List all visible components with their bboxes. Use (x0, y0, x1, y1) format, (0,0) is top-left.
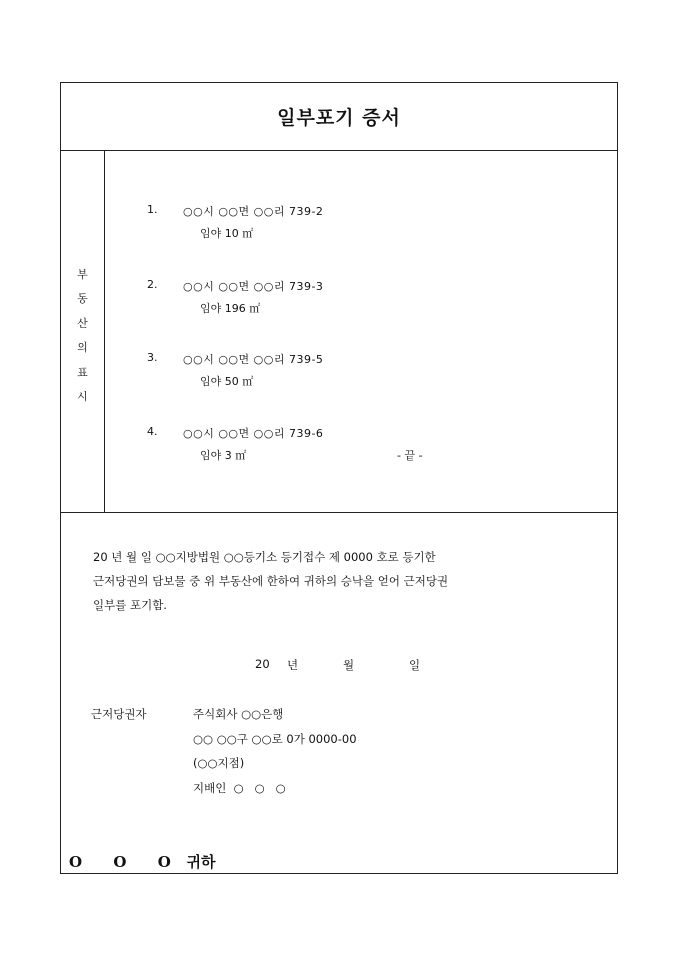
body-line: 근저당권의 담보물 중 위 부동산에 한하여 귀하의 승낙을 얻어 근저당권 (93, 574, 449, 588)
property-label-char: 의 (77, 341, 88, 355)
certificate-document (60, 82, 618, 874)
property-address: ○○시 ○○면 ○○리 739-6 (183, 427, 324, 440)
creditor-manager: 지배인 ○ ○ ○ (193, 781, 286, 795)
date-day-unit: 일 (409, 658, 421, 672)
property-number: 1. (147, 203, 158, 216)
property-address: ○○시 ○○면 ○○리 739-3 (183, 280, 324, 293)
property-number: 4. (147, 425, 158, 438)
date-year: 20 (255, 657, 270, 671)
property-section (61, 151, 617, 513)
end-mark: - 끝 - (397, 449, 423, 462)
property-land: 임야 50 ㎡ (200, 375, 254, 388)
body-line: 20 년 월 일 ○○지방법원 ○○등기소 등기접수 제 0000 호로 등기한 (93, 550, 436, 564)
property-address: ○○시 ○○면 ○○리 739-2 (183, 205, 324, 218)
property-label (61, 263, 104, 409)
property-label-char: 시 (77, 390, 88, 404)
date-month-unit: 월 (343, 658, 355, 672)
property-number: 3. (147, 351, 158, 364)
creditor-address: ○○ ○○구 ○○로 0가 0000-00 (193, 732, 357, 746)
property-label-char: 표 (77, 365, 88, 379)
date-year-unit: 년 (287, 658, 299, 672)
creditor-company: 주식회사 ○○은행 (193, 707, 284, 721)
property-land: 임야 3 ㎡ (200, 449, 247, 462)
property-number: 2. (147, 278, 158, 291)
property-land: 임야 196 ㎡ (200, 302, 261, 315)
property-label-char: 부 (77, 268, 88, 281)
property-address: ○○시 ○○면 ○○리 739-5 (183, 353, 324, 366)
property-label-cell (61, 151, 105, 512)
property-label-char: 동 (77, 292, 88, 306)
title-row (61, 83, 617, 151)
property-label-char: 산 (77, 316, 88, 330)
creditor-label: 근저당권자 (91, 707, 147, 721)
document-title: 일부포기 증서 (277, 107, 401, 129)
creditor-branch: (○○지점) (193, 756, 245, 770)
body-line: 일부를 포기함. (93, 598, 167, 612)
property-land: 임야 10 ㎡ (200, 227, 254, 240)
recipient: O O O 귀하 (69, 853, 216, 871)
